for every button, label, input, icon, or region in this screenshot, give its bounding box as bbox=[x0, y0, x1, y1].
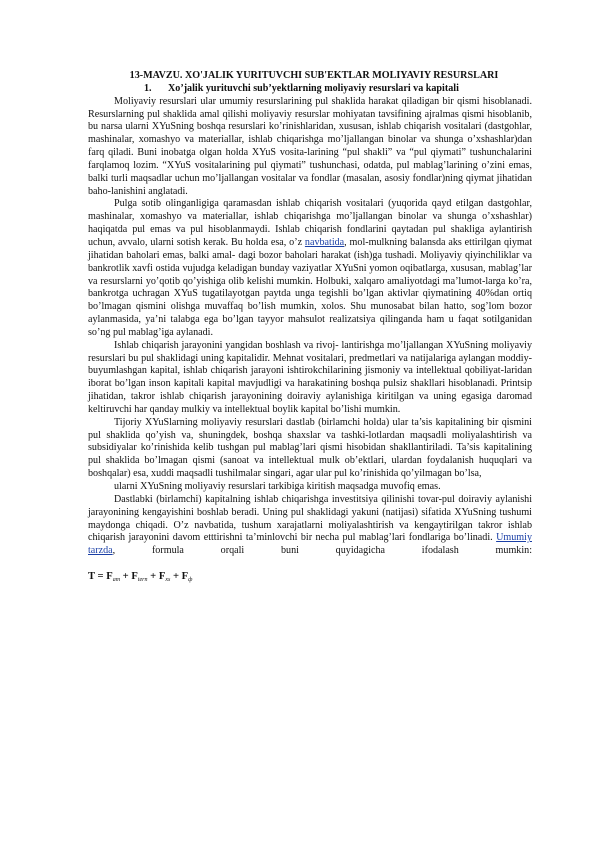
formula bbox=[88, 571, 532, 587]
formula-plus-3: + F bbox=[170, 571, 189, 583]
formula-sub-2: tern bbox=[137, 577, 148, 584]
formula-lhs: T = F bbox=[88, 571, 113, 583]
section-heading bbox=[88, 83, 532, 96]
paragraph-6 bbox=[88, 494, 532, 558]
paragraph-5: ularni XYuSning moliyaviy resurslari tarkibiga kiritish maqsadga muvofiq emas. bbox=[114, 481, 441, 492]
paragraph-6-text-b: , formula orqali buni quyidagicha ifodalash mumkin: bbox=[112, 545, 532, 557]
formula-plus-1: + F bbox=[120, 571, 138, 583]
formula-plus-2: + F bbox=[147, 571, 166, 583]
section-title: Xo’jalik yurituvchi sub’yektlarning moliyaviy resurslari va kapitali bbox=[168, 82, 459, 94]
paragraph-2-text-b: , mol-mulkning balansda aks ettirilgan qiymat jihatidan baholari emas, balki amal- dagi bozor baholari harakat (ish)ga tushadi. Moliyaviy qiyinchiliklar va bankrotlik xavfi ostida vujudga keladigan bunday vaziyatlar XYuSni yomon oqibatlarga, xususan, mablag’lar va resurslarni yo’qotib qo’yishiga olib kelishi mumkin. Holbuki, xalqaro amaliyotdagi ma’lumot-larga ko’ra, bankrotga uchragan XYuS tugatilayotgan paytda unga tegishli bo’lgan aktivlar qiymatining 40%dan ortiq bo’lmagan qismini olishga muvaffaq bo’lish mumkin, xolos. Shu munosabat bilan hatto, sog’lom bozor aylanmasida, ya’ni talabga ega bo’lgan tayyor mahsulot realizatsiya qilinganda ham u faqat sotilganidan so’ng pul mablag’iga aylanadi. bbox=[88, 236, 532, 338]
formula-sub-1: am bbox=[112, 577, 121, 584]
section-number: 1. bbox=[144, 82, 152, 94]
navbatida-link[interactable]: navbatida bbox=[304, 236, 345, 248]
document-page bbox=[88, 70, 532, 587]
paragraph-3: Ishlab chiqarish jarayonini yangidan boshlash va rivoj- lantirishga mo’ljallangan XYuSning moliyaviy resurslari bu pul shaklidagi uning kapitalidir. Mehnat vositalari, predmetlari va natijalariga aylangan moddiy-buyumlashgan kapital, ishlab chiqarish jarayoni ishtirokchilarining jismoniy va intellektual qobiliyat-laridan iborat bo’lgan inson kapitali kapital mavjudligi va harakatining boshqa pulsiz shakllari hisoblanadi. Printsip jihatidan, takror ishlab chiqarish jarayonining doiraviy aylanishiga kiritilgan va uning egasiga daromad keltiruvchi har qanday mulkiy va intellektual boylik kapital bo’lishi mumkin. bbox=[88, 339, 532, 415]
paragraph-4: Tijoriy XYuSlarning moliyaviy resurslari dastlab (birlamchi holda) ular ta’sis kapitalining bir qismini pul shaklida qo’yish va, shuningdek, boshqa shaxslar va tashki-lotlardan maqsadli moliyalashtirish va subsidiyalar ko’rinishida kelib tushgan pul mablag’lari qismi hisobidan shakllantiriladi. Ta’sis kapitalining pul shaklida bo’lmagan qismi (sanoat va intellektual mulk ob’ektlari, ulardan foydalanish huquqlari va boshqalar) esa, xuddi maqsadli tushilmalar singari, agar ular pul ko’rinishida qo’yilmagan bo’lsa, bbox=[88, 416, 532, 480]
formula-sub-4: ф bbox=[188, 577, 193, 584]
paragraph-1: Moliyaviy resurslari ular umumiy resurslarining pul shaklida harakat qiladigan bir qismi hisoblanadi. Resurslarning pul shaklida amal qilishi moliyaviy resurslar mohiyatan tavsifining ajralmas qismi hisoblanib, bu narsa ularni XYuSning boshqa resurslari ko’rinishlaridan, xususan, ishlab chiqarish vositalari (dastgohlar, mashinalar, xomashyo va materiallar, ishlab chiqarishga mo’ljallangan binolar va shunga o’xshashlar)dan farq qiladi. Buni inobatga olgan holda XYuS vosita-larining “pul shakli” va “pul qiymati” tushunchalarini farqlamoq lozim. “XYuS vositalarining pul qiymati” tushunchasi, odatda, pul mablag’larining o’zini emas, balki turli maqsadlar uchun mo’ljallangan vositalar va fondlar (masalan, asosiy fondlar)ning qiymat jihatidan baho-lanishini anglatadi. bbox=[88, 95, 532, 197]
paragraph-2 bbox=[88, 198, 532, 339]
paragraph-2-text-a: Pulga sotib olinganligiga qaramasdan ishlab chiqarish vositalari (yuqorida qayd etilgan dastgohlar, mashinalar, xomashyo va materiallar, ishlab chiqarishga mo’ljallangan binolar va shunga o’xshashlar) haqiqatda pul emas va pul hisoblanmaydi. Ishlab chiqarish fondlarini qaytadan pul shakliga aylantirish uchun, avvalo, ularni sotish kerak. Bu holda esa, o’z bbox=[88, 198, 532, 248]
umumiy-tarzda-link[interactable]: Umumiy tarzda bbox=[88, 532, 532, 557]
document-title: 13-MAVZU. XO'JALIK YURITUVCHI SUB'EKTLAR MOLIYAVIY RESURSLARI bbox=[129, 70, 499, 81]
paragraph-6-text-a: Dastlabki (birlamchi) kapitalning ishlab chiqarishga investitsiya qilinishi tovar-pul doiraviy aylanishi jarayonining kengayishini boshlab beradi. Uning pul shaklidagi yakuni (natijasi) sifatida XYuSning tushumi maydonga chiqadi. O’z navbatida, tushum xarajatlarni moliyalashtirish va kengaytirilgan takror ishlab chiqarish jarayonini davom etttirishni ta’minlovchi bir necha pul mablag’lari fondlariga bo’linadi. bbox=[88, 493, 532, 544]
formula-sub-3: xs bbox=[165, 577, 171, 584]
